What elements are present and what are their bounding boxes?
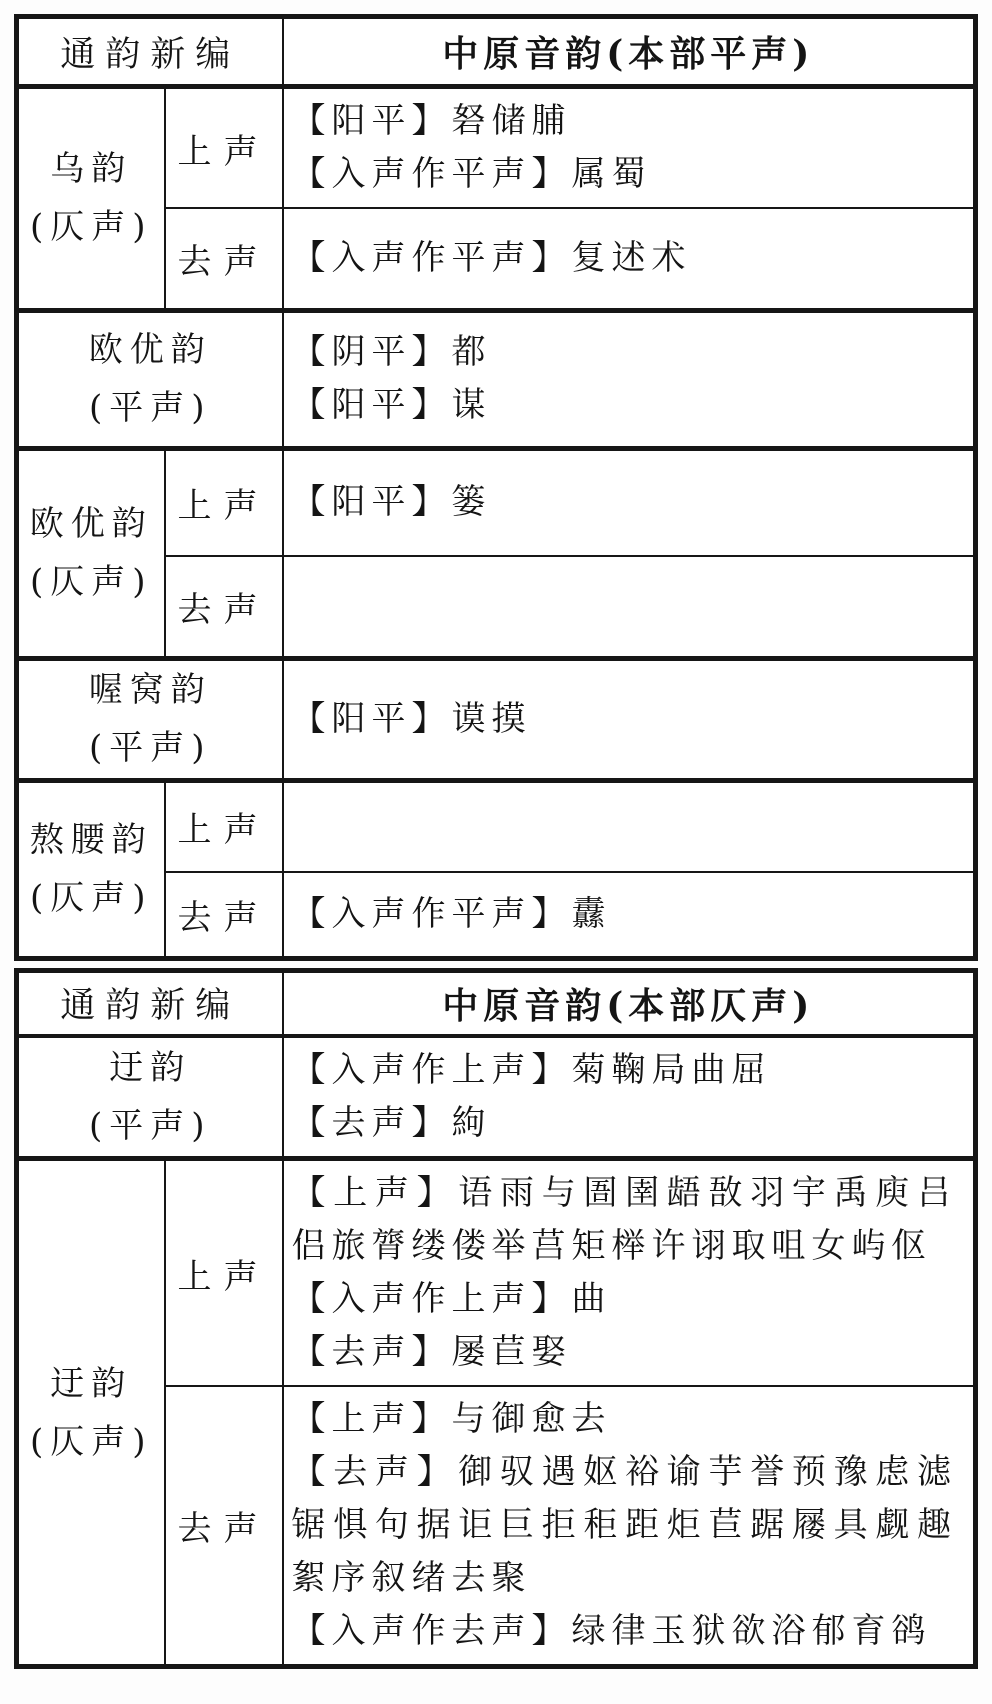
header-right-label: 中原音韵(本部仄声) <box>442 984 815 1027</box>
table-row <box>17 448 976 556</box>
tone-label: 上声 <box>177 810 270 851</box>
tone-cell <box>165 208 283 310</box>
tone-label: 上声 <box>177 486 270 527</box>
content-cell-empty <box>283 556 976 658</box>
content-cell <box>283 658 976 780</box>
tone-cell <box>165 780 283 872</box>
rhyme-name: 迂韵 <box>50 1363 133 1404</box>
entry-line: 【入声作去声】绿律玉狱欲浴郁育鹆 <box>291 1611 932 1651</box>
table-row <box>17 87 976 209</box>
table-row <box>17 17 976 87</box>
rhyme-name: 熬腰韵 <box>29 820 153 860</box>
entry-line: 【阴平】都 <box>291 332 492 372</box>
table-row <box>17 1036 976 1159</box>
entry-line: 【去声】御驭遇妪裕谕芋誉预豫虑滤锯惧句据讵巨拒秬距炬苣踞屦具觑趣絮序叙绪去聚 <box>291 1452 957 1598</box>
rhyme-tone-class: (平声) <box>88 728 212 768</box>
rhyme-table-ping-section <box>14 14 978 961</box>
tone-cell <box>165 448 283 556</box>
tone-cell <box>165 556 283 658</box>
tone-label: 去声 <box>177 589 270 630</box>
entry-line: 【去声】絇 <box>291 1103 492 1143</box>
rhyme-tone-class: (平声) <box>88 388 212 428</box>
entry-line: 【入声作平声】复述术 <box>291 237 692 278</box>
rhyme-tone-class: (仄声) <box>29 878 153 918</box>
content-cell-empty <box>283 780 976 872</box>
rhyme-tone-class: (仄声) <box>29 207 153 248</box>
tone-cell <box>165 872 283 958</box>
entry-line: 【入声作平声】属蜀 <box>291 154 652 194</box>
entry-line: 【阳平】谟摸 <box>291 698 532 739</box>
rhyme-name: 欧优韵 <box>29 504 153 544</box>
tone-label: 去声 <box>177 241 270 282</box>
rhyme-tone-class: (仄声) <box>29 1421 153 1462</box>
content-cell <box>283 208 976 310</box>
entry-line: 【阳平】谋 <box>291 385 492 425</box>
tone-label: 上声 <box>177 1256 270 1297</box>
tone-label: 去声 <box>177 1509 270 1549</box>
rhyme-name: 欧优韵 <box>88 330 212 370</box>
rhyme-label-cell <box>17 310 283 448</box>
rhyme-name: 乌韵 <box>50 149 133 190</box>
rhyme-tone-class: (仄声) <box>29 562 153 602</box>
rhyme-label-cell <box>17 1159 165 1667</box>
entry-line: 【阳平】篓 <box>291 482 492 523</box>
rhyme-label-cell <box>17 780 165 958</box>
header-cell-tongyun <box>17 970 283 1036</box>
content-cell <box>283 1036 976 1159</box>
content-cell <box>283 310 976 448</box>
rhyme-label-cell <box>17 658 283 780</box>
content-cell <box>283 448 976 556</box>
rhyme-label-cell <box>17 1036 283 1159</box>
header-cell-tongyun <box>17 17 283 87</box>
rhyme-name: 喔窝韵 <box>88 670 212 710</box>
content-cell <box>283 1159 976 1387</box>
entry-line: 【阳平】砮储脯 <box>291 101 572 141</box>
tone-cell <box>165 1386 283 1667</box>
header-left-label: 通韵新编 <box>60 986 241 1027</box>
entry-line: 【去声】屡苣娶 <box>291 1332 572 1372</box>
content-cell <box>283 87 976 209</box>
rhyme-label-cell <box>17 87 165 311</box>
header-right-label: 中原音韵(本部平声) <box>442 33 815 75</box>
rhyme-label-cell <box>17 448 165 658</box>
rhyme-tone-class: (平声) <box>88 1106 212 1146</box>
rhyme-name: 迂韵 <box>109 1048 192 1088</box>
table-row <box>17 1159 976 1387</box>
tone-cell <box>165 1159 283 1387</box>
tone-label: 上声 <box>177 131 270 172</box>
tone-label: 去声 <box>177 897 270 938</box>
header-cell-zhongyuan <box>283 17 976 87</box>
table-row <box>17 310 976 448</box>
content-cell <box>283 872 976 958</box>
header-left-label: 通韵新编 <box>60 34 241 75</box>
table-row <box>17 970 976 1036</box>
entry-line: 【入声作上声】曲 <box>291 1279 612 1319</box>
table-row <box>17 780 976 872</box>
entry-line: 【上声】与御愈去 <box>291 1399 612 1439</box>
entry-line: 【入声作平声】纛 <box>291 893 612 934</box>
entry-line: 【上声】语雨与圄圉龉敔羽宇禹庾吕侣旅膂缕偻举莒矩榉许诩取咀女屿伛 <box>291 1173 957 1266</box>
content-cell <box>283 1386 976 1667</box>
rhyme-table-ze-section <box>14 968 978 1670</box>
header-cell-zhongyuan <box>283 970 976 1036</box>
entry-line: 【入声作上声】菊鞠局曲屈 <box>291 1050 772 1090</box>
tone-cell <box>165 87 283 209</box>
table-row <box>17 658 976 780</box>
